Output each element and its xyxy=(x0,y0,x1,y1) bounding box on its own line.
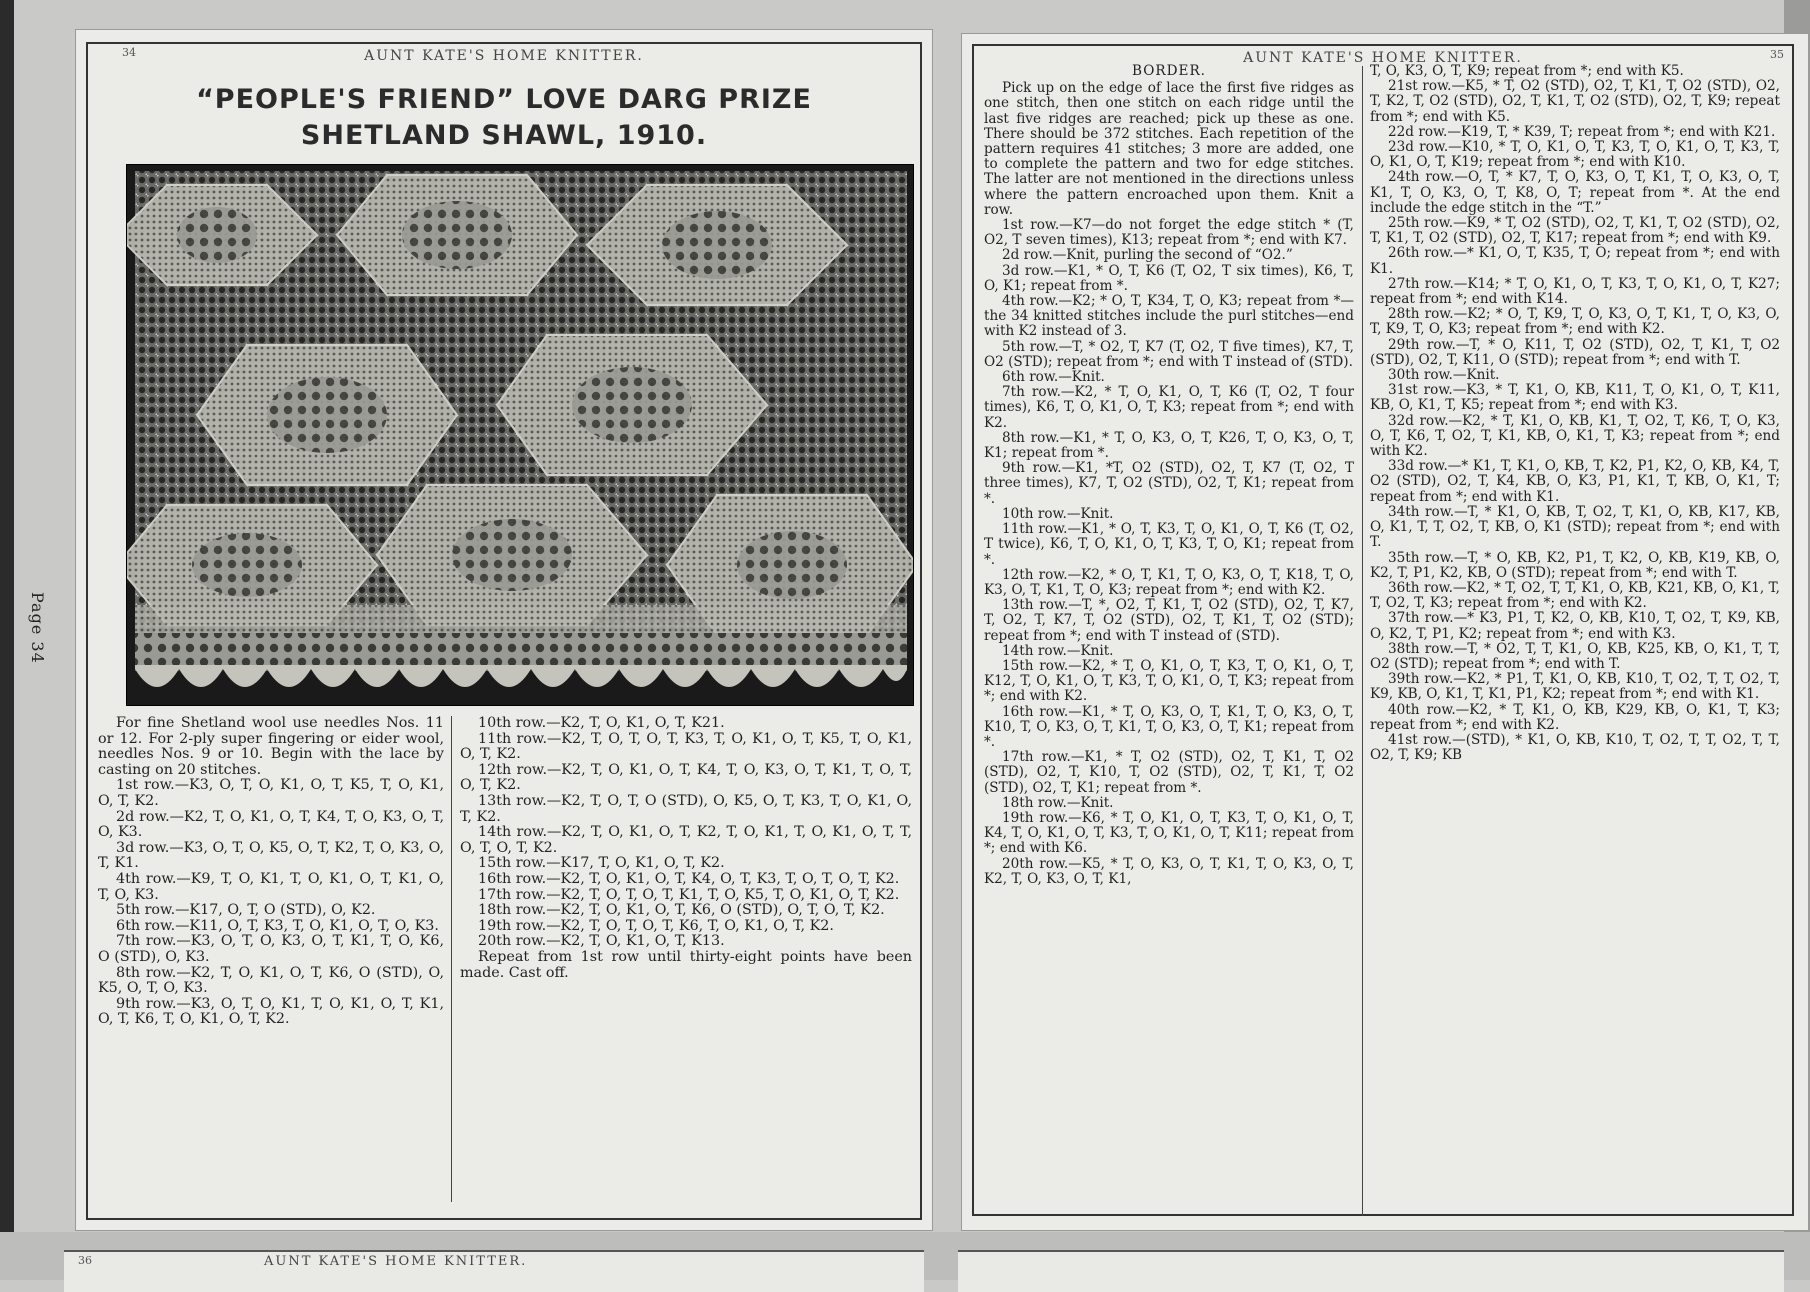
border-row: 24th row.—O, T, * K7, T, O, K3, O, T, K1, T, O, K3, O, T, K1, T, O, K3, O, T, K8, O, T; repeat from *. At the end include the edge stitch in the “T.” xyxy=(1370,169,1780,216)
left-column-1 xyxy=(98,716,444,1028)
border-row: 7th row.—K2, * T, O, K1, O, T, K6 (T, O2, T four times), K6, T, O, K1, O, T, K3; repeat from *; end with K2. xyxy=(984,384,1354,431)
right-running-head: AUNT KATE'S HOME KNITTER. xyxy=(1243,50,1523,66)
border-heading: BORDER. xyxy=(1132,63,1206,79)
lace-row: 13th row.—K2, T, O, T, O (STD), O, K5, O, T, K3, T, O, K1, O, T, K2. xyxy=(460,792,912,825)
border-row: 30th row.—Knit. xyxy=(1388,367,1500,384)
lace-row: 3d row.—K3, O, T, O, K5, O, T, K2, T, O, K3, O, T, K1. xyxy=(98,839,444,872)
lace-row: 2d row.—K2, T, O, K1, O, T, K4, T, O, K3, O, T, O, K3. xyxy=(98,808,444,841)
border-row: 39th row.—K2, * P1, T, K1, O, KB, K10, T, O2, T, T, O2, T, K9, KB, O, K1, T, K1, P1, K2; repeat from *; end with K1. xyxy=(1370,671,1780,703)
article-title-line2: SHETLAND SHAWL, 1910. xyxy=(300,120,708,151)
border-row: 26th row.—* K1, O, T, K35, T, O; repeat from *; end with K1. xyxy=(1370,245,1780,277)
lace-row: 16th row.—K2, T, O, K1, O, T, K4, O, T, K3, T, O, T, O, T, K2. xyxy=(478,870,900,887)
border-row: 25th row.—K9, * T, O2 (STD), O2, T, K1, T, O2 (STD), O2, T, K1, T, O2 (STD), O2, T, K17; repeat from *; end with K9. xyxy=(1370,215,1780,247)
page-side-label: Page 34 xyxy=(28,592,47,664)
lace-row: 7th row.—K3, O, T, O, K3, O, T, K1, T, O, K6, O (STD), O, K3. xyxy=(98,933,444,965)
border-row: 31st row.—K3, * T, K1, O, KB, K11, T, O, K1, O, T, K11, KB, O, K1, T, K5; repeat from *; end with K3. xyxy=(1370,382,1780,414)
lace-row: 8th row.—K2, T, O, K1, O, T, K6, O (STD), O, K5, O, T, O, K3. xyxy=(98,964,444,997)
lace-row: 18th row.—K2, T, O, K1, O, T, K6, O (STD), O, T, O, T, K2. xyxy=(478,902,885,919)
border-row: 29th row.—T, * O, K11, T, O2 (STD), O2, T, K1, T, O2 (STD), O2, T, K11, O (STD); repeat from *; end with T. xyxy=(1370,336,1780,368)
border-row: 11th row.—K1, * O, T, K3, T, O, K1, O, T, K6 (T, O2, T twice), K6, T, O, K1, O, T, K3, T, O, K1; repeat from *. xyxy=(984,521,1354,568)
lace-row: 5th row.—K17, O, T, O (STD), O, K2. xyxy=(116,902,376,919)
border-row: 17th row.—K1, * T, O2 (STD), O2, T, K1, T, O2 (STD), O2, T, K10, T, O2 (STD), O2, T, K1, T, O2 (STD), O2, T, K1; repeat from *. xyxy=(984,749,1354,796)
lace-row: 10th row.—K2, T, O, K1, O, T, K21. xyxy=(478,715,725,731)
shawl-photograph xyxy=(126,164,914,706)
lace-row: 20th row.—K2, T, O, K1, O, T, K13. xyxy=(478,933,725,950)
border-row: 41st row.—(STD), * K1, O, KB, K10, T, O2, T, T, O2, T, T, O2, T, K9; KB xyxy=(1370,731,1780,764)
border-row: 37th row.—* K3, P1, T, K2, O, KB, K10, T, O2, T, K9, KB, O, K2, T, P1, K2; repeat from *; end with K3. xyxy=(1370,610,1780,642)
lace-row: 19th row.—K2, T, O, T, O, T, K6, T, O, K1, O, T, K2. xyxy=(478,917,834,934)
lace-row: 17th row.—K2, T, O, T, O, T, K1, T, O, K5, T, O, K1, O, T, K2. xyxy=(478,886,900,903)
border-row: 1st row.—K7—do not forget the edge stitch * (T, O2, T seven times), K13; repeat from *; end with K7. xyxy=(984,217,1354,249)
border-row: 18th row.—Knit. xyxy=(1002,794,1114,811)
border-row: 14th row.—Knit. xyxy=(1002,642,1114,659)
lace-row: 11th row.—K2, T, O, T, O, T, K3, T, O, K1, O, T, K5, T, O, K1, O, T, K2. xyxy=(460,730,912,763)
lace-row: 15th row.—K17, T, O, K1, O, T, K2. xyxy=(478,855,725,872)
border-row: 2d row.—Knit, purling the second of “O2.” xyxy=(1002,247,1293,264)
right-page xyxy=(962,34,1808,1230)
border-row: 20th row.—K5, * T, O, K3, O, T, K1, T, O, K3, O, T, K2, T, O, K3, O, T, K1, xyxy=(984,855,1354,887)
lace-row: 9th row.—K3, O, T, O, K1, T, O, K1, O, T, K1, O, T, K6, T, O, K1, O, T, K2. xyxy=(98,995,444,1028)
border-row: 4th row.—K2; * O, T, K34, T, O, K3; repeat from *—the 34 knitted stitches include the purl stitches—end with K2 instead of 3. xyxy=(984,293,1354,340)
border-row: 19th row.—K6, * T, O, K1, O, T, K3, T, O, K1, O, T, K4, T, O, K1, O, T, K3, T, O, K1, O, T, K11; repeat from *; end with K6. xyxy=(984,809,1354,857)
border-row: 36th row.—K2, * T, O2, T, T, K1, O, KB, K21, KB, O, K1, T, T, O2, T, K3; repeat from *; end with K2. xyxy=(1370,579,1780,612)
lace-row: 14th row.—K2, T, O, K1, O, T, K2, T, O, K1, T, O, K1, O, T, T, O, T, O, T, K2. xyxy=(460,824,912,856)
lace-row: 1st row.—K3, O, T, O, K1, O, T, K5, T, O, K1, O, T, K2. xyxy=(98,777,444,809)
right-column-1 xyxy=(984,64,1354,887)
border-row: 8th row.—K1, * T, O, K3, O, T, K26, T, O, K3, O, T, K1; repeat from *. xyxy=(984,429,1354,462)
column-divider xyxy=(451,716,452,1202)
border-row: 34th row.—T, * K1, O, KB, T, O2, T, K1, O, KB, K17, KB, O, K1, T, T, O2, T, KB, O, K1 (STD); repeat from *; end with T. xyxy=(1370,503,1780,551)
border-row: 32d row.—K2, * T, K1, O, KB, K1, T, O2, T, K6, T, O, K3, O, T, K6, T, O2, T, K1, KB, O, K1, T, K3; repeat from *; end with K2. xyxy=(1370,412,1780,460)
border-row: 15th row.—K2, * T, O, K1, O, T, K3, T, O, K1, O, T, K12, T, O, K1, O, T, K3, T, O, K1, O, T, K3; repeat from *; end with K2. xyxy=(984,657,1354,705)
right-page-frame xyxy=(972,44,1794,1216)
lace-row: 12th row.—K2, T, O, K1, O, T, K4, T, O, K3, O, T, K1, T, O, T, O, T, K2. xyxy=(460,761,912,794)
border-row: 27th row.—K14; * T, O, K1, O, T, K3, T, O, K1, O, T, K27; repeat from *; end with K14. xyxy=(1370,275,1780,308)
border-row: 35th row.—T, * O, KB, K2, P1, T, K2, O, KB, K19, KB, O, K2, T, P1, K2, KB, O (STD); repeat from *; end with T. xyxy=(1370,549,1780,581)
border-row: 3d row.—K1, * O, T, K6 (T, O2, T six times), K6, T, O, K1; repeat from *. xyxy=(984,262,1354,294)
left-column-2 xyxy=(460,716,912,981)
lace-closing-note: Repeat from 1st row until thirty-eight points have been made. Cast off. xyxy=(460,948,912,981)
column-divider xyxy=(1362,66,1363,1216)
border-row: 40th row.—K2, * T, K1, O, KB, K29, KB, O, K1, T, K3; repeat from *; end with K2. xyxy=(1370,701,1780,733)
intro-paragraph: For fine Shetland wool use needles Nos. 11 or 12. For 2-ply super fingering or eider wool, needles Nos. 9 or 10. Begin with the lace by casting on 20 stitches. xyxy=(98,715,444,778)
border-row: 28th row.—K2; * O, T, K9, T, O, K3, O, T, K1, T, O, K3, O, T, K9, T, O, K3; repeat from *; end with K2. xyxy=(1370,306,1780,338)
article-title-line1: “PEOPLE'S FRIEND” LOVE DARG PRIZE xyxy=(196,84,812,115)
border-row-continued: T, O, K3, O, T, K9; repeat from *; end with K5. xyxy=(1370,63,1684,79)
border-row: 23d row.—K10, * T, O, K1, O, T, K3, T, O, K1, O, T, K3, T, O, K1, O, T, K19; repeat from *; end with K10. xyxy=(1370,139,1780,171)
border-row: 22d row.—K19, T, * K39, T; repeat from *; end with K21. xyxy=(1388,123,1776,140)
next-page-folio: 36 xyxy=(78,1254,92,1267)
scan-edge-left xyxy=(0,0,14,1280)
next-page-left xyxy=(64,1250,924,1292)
border-row: 16th row.—K1, * T, O, K3, O, T, K1, T, O, K3, O, T, K10, T, O, K3, O, T, K1, T, O, K3, O, T, K1; repeat from *. xyxy=(984,703,1354,750)
left-running-head: AUNT KATE'S HOME KNITTER. xyxy=(364,48,644,64)
border-row: 12th row.—K2, * O, T, K1, T, O, K3, O, T, K18, T, O, K3, O, T, K1, T, O, K3; repeat from *; end with K2. xyxy=(984,566,1354,598)
next-page-right xyxy=(958,1250,1784,1292)
border-row: 38th row.—T, * O2, T, T, K1, O, KB, K25, KB, O, K1, T, T, O2 (STD); repeat from *; end with T. xyxy=(1370,640,1780,672)
next-page-fragment xyxy=(0,1232,1810,1280)
border-row: 5th row.—T, * O2, T, K7 (T, O2, T five times), K7, T, O2 (STD); repeat from *; end with T instead of (STD). xyxy=(984,338,1354,370)
lace-row: 4th row.—K9, T, O, K1, T, O, K1, O, T, K1, O, T, O, K3. xyxy=(98,870,444,903)
right-folio: 35 xyxy=(1770,48,1784,61)
border-row: 21st row.—K5, * T, O2 (STD), O2, T, K1, T, O2 (STD), O2, T, K2, T, O2 (STD), O2, T, K1, T, O2 (STD), O2, T, K9; repeat from *; end with K5. xyxy=(1370,78,1780,125)
border-row: 33d row.—* K1, T, K1, O, KB, T, K2, P1, K2, O, KB, K4, T, O2 (STD), O2, T, K4, KB, O, K3, P1, K1, T, KB, O, K1, T; repeat from *; end with K1. xyxy=(1370,458,1780,505)
border-row: 6th row.—Knit. xyxy=(1002,369,1105,386)
border-row: 13th row.—T, *, O2, T, K1, T, O2 (STD), O2, T, K7, T, O2, T, K7, T, O2 (STD), O2, T, K1, T, O2 (STD); repeat from *; end with T instead of (STD). xyxy=(984,597,1354,644)
border-intro: Pick up on the edge of lace the first five ridges as one stitch, then one stitch on each ridge until the last five ridges are reached; pick up these as one. There should be 372 stitches. Each repetition of the pattern requires 41 stitches; 3 more are added, one to complete the pattern and two for edge stitches. The latter are not mentioned in the directions unless where the pattern encroached upon them. Knit a row. xyxy=(984,80,1354,218)
border-row: 10th row.—Knit. xyxy=(1002,505,1114,522)
left-page-frame xyxy=(86,42,922,1220)
left-folio: 34 xyxy=(122,46,136,59)
border-row: 9th row.—K1, *T, O2 (STD), O2, T, K7 (T, O2, T three times), K7, T, O2 (STD), O2, T, K1; repeat from *. xyxy=(984,460,1354,507)
next-page-running-head: AUNT KATE'S HOME KNITTER. xyxy=(264,1254,528,1269)
left-page xyxy=(76,30,932,1230)
lace-row: 6th row.—K11, O, T, K3, T, O, K1, O, T, O, K3. xyxy=(116,917,439,934)
right-column-2 xyxy=(1370,64,1780,763)
